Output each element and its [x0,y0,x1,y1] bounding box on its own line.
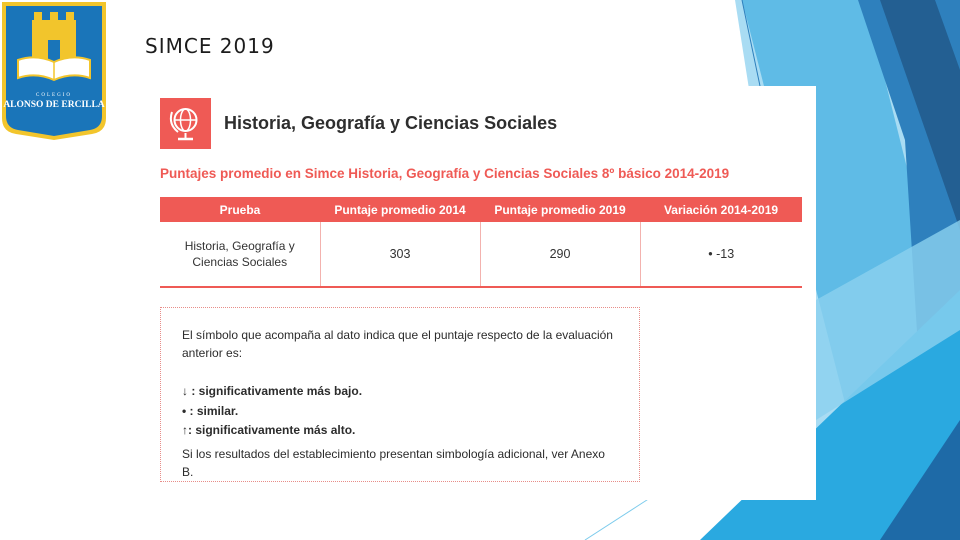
logo-small-text: COLEGIO [36,93,72,98]
slide-title: SIMCE 2019 [145,34,275,58]
prueba-line-2: Ciencias Sociales [192,255,288,269]
legend-intro-line-2: anterior es: [182,346,243,360]
legend-intro-line-1: El símbolo que acompaña al dato indica que el puntaje respecto de la evaluación [182,328,613,342]
results-table-title: Puntajes promedio en Simce Historia, Geografía y Ciencias Sociales 8º básico 2014-2019 [160,166,730,181]
cell-score-2014: 303 [320,222,480,287]
legend-item-lower [182,382,619,402]
arrow-down-icon: ↓ [182,384,188,398]
similar-symbol: • [708,247,713,261]
subject-title: Historia, Geografía y Ciencias Sociales [224,113,558,133]
legend-item-text: : similar. [186,403,239,418]
header-score-2019: Puntaje promedio 2019 [480,197,640,222]
legend-footer: Si los resultados del establecimiento presentan simbología adicional, ver Anexo B. [182,446,605,479]
bullet-icon: • [182,403,187,418]
cell-score-2019: 290 [480,222,640,287]
table-header-row [160,197,802,222]
cell-variation [640,222,802,287]
variation-value: -13 [716,247,735,261]
arrow-up-icon: ↑ [182,423,188,437]
header-prueba: Prueba [160,197,320,222]
symbol-legend [160,307,640,482]
header-score-2014: Puntaje promedio 2014 [320,197,480,222]
school-crest [0,0,108,140]
globe-icon [160,98,211,149]
logo-school-name: ALONSO DE ERCILLA [3,100,105,110]
prueba-line-1: Historia, Geografía y [184,238,295,253]
school-logo [0,0,108,140]
legend-item-text: : significativamente más alto. [188,423,356,437]
legend-item-higher [182,421,619,441]
scores-table [160,197,802,288]
header-variation: Variación 2014-2019 [640,197,802,222]
bg-thin-line-2 [585,498,650,540]
table-row [160,222,802,287]
cell-prueba [160,222,320,287]
legend-item-similar [182,402,619,422]
report-card [150,86,816,500]
legend-item-text: : significativamente más bajo. [188,384,363,398]
legend-intro [182,326,619,362]
